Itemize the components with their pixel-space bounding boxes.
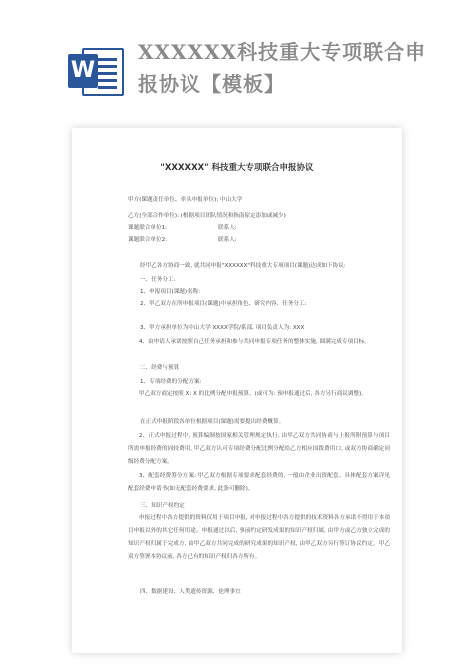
section-2-item-1: 1、专项经费的分配方案: — [140, 379, 202, 385]
unit2-contact: 联系人: — [218, 237, 237, 243]
section-3-text: 申报过程中各方提供的资料仅用于项目申报, 对申报过程中各方提供的技术资料各方承诺不得用于本项目申报以外的其它任何用途。申报通过以后, 事前约定研发成果的知识产权归属, 由甲方或乙方独立完成的知识产权归属于完成方, 由甲乙双方共同完成的研究成果的知识产权, 由甲乙双方另行签订协议约定。甲乙双方签署本协议前, 各方已有的知识产权归各方所有。 — [128, 515, 390, 560]
section-3-heading: 三、知识产权约定 — [140, 503, 185, 509]
document-page — [72, 128, 402, 653]
section-1-item-3: 3、甲方承担单位为中山大学 XXXX学院/系部, 项目负责人为: XXX — [140, 325, 305, 331]
agreement-title: "XXXXXX" 科技重大专项联合申报协议 — [160, 163, 314, 173]
header — [0, 0, 474, 120]
section-2-heading: 二、经费与预算 — [140, 365, 180, 371]
section-1-heading: 一、任务分工: — [140, 277, 176, 283]
section-2-item-1-text: 甲乙双方商定按照 X: X 的比例分配申报预算。(或可为: 预申报通过后, 各方另行商议调整)。 — [139, 391, 367, 397]
section-1-item-4: 4、由申请人承诺按照自己任务承担和参与共同申报专项任务的整体实施, 圆满完成专项目标。 — [139, 339, 370, 345]
section-4-heading: 四、数据建设、人类遗传资源、伦理事宜 — [140, 589, 241, 595]
document-title: XXXXXX科技重大专项联合申报协议【模板】 — [138, 40, 427, 96]
party-b: 乙方(全部合作单位): (根据项目团队情况和指南原定添加或减少) — [128, 213, 286, 219]
section-1-item-2: 2、甲乙双方在所申报项目(课题)中承担角色、研究内容、任务分工: — [140, 301, 307, 307]
party-a: 甲方(课题责任单位、牵头申报单位): 中山大学 — [128, 197, 243, 203]
section-2-item-1-more: 在正式申报阶段各单位根据项目(课题)需要提出经费概算。 — [140, 419, 285, 425]
unit1-contact: 联系人: — [218, 225, 237, 231]
unit2-label: 课题联合单位2: — [128, 237, 168, 243]
intro-paragraph: 经甲乙各方协商一致, 就共同申报"XXXXXX"科技重大专项项目(课题)达成如下协议: — [140, 263, 346, 269]
unit1-label: 课题联合单位1: — [128, 225, 168, 231]
word-icon-badge: W — [68, 54, 98, 88]
section-2-item-2: 2、正式申报过程中, 预算编制按国家相关管理规定执行, 由甲乙双方共同协商与上报所附预算与项目所需申报经费的同较费用, 甲乙双方认可专项经费分配比例分配给乙方相应国拨费用口, 或双方协商确定同级经费分配方案。 — [128, 433, 390, 465]
section-1-item-1: 1、申报项目(课题)名称: — [140, 289, 201, 295]
word-document-icon — [68, 44, 126, 100]
section-2-item-3: 3、配套经费筹分方案: 甲乙双方根据专项要求配套经费的, 一般由企业出资配套。具体配套方案详见配套经费申请书(如无配套经费要求, 此条可删除)。 — [128, 473, 390, 492]
